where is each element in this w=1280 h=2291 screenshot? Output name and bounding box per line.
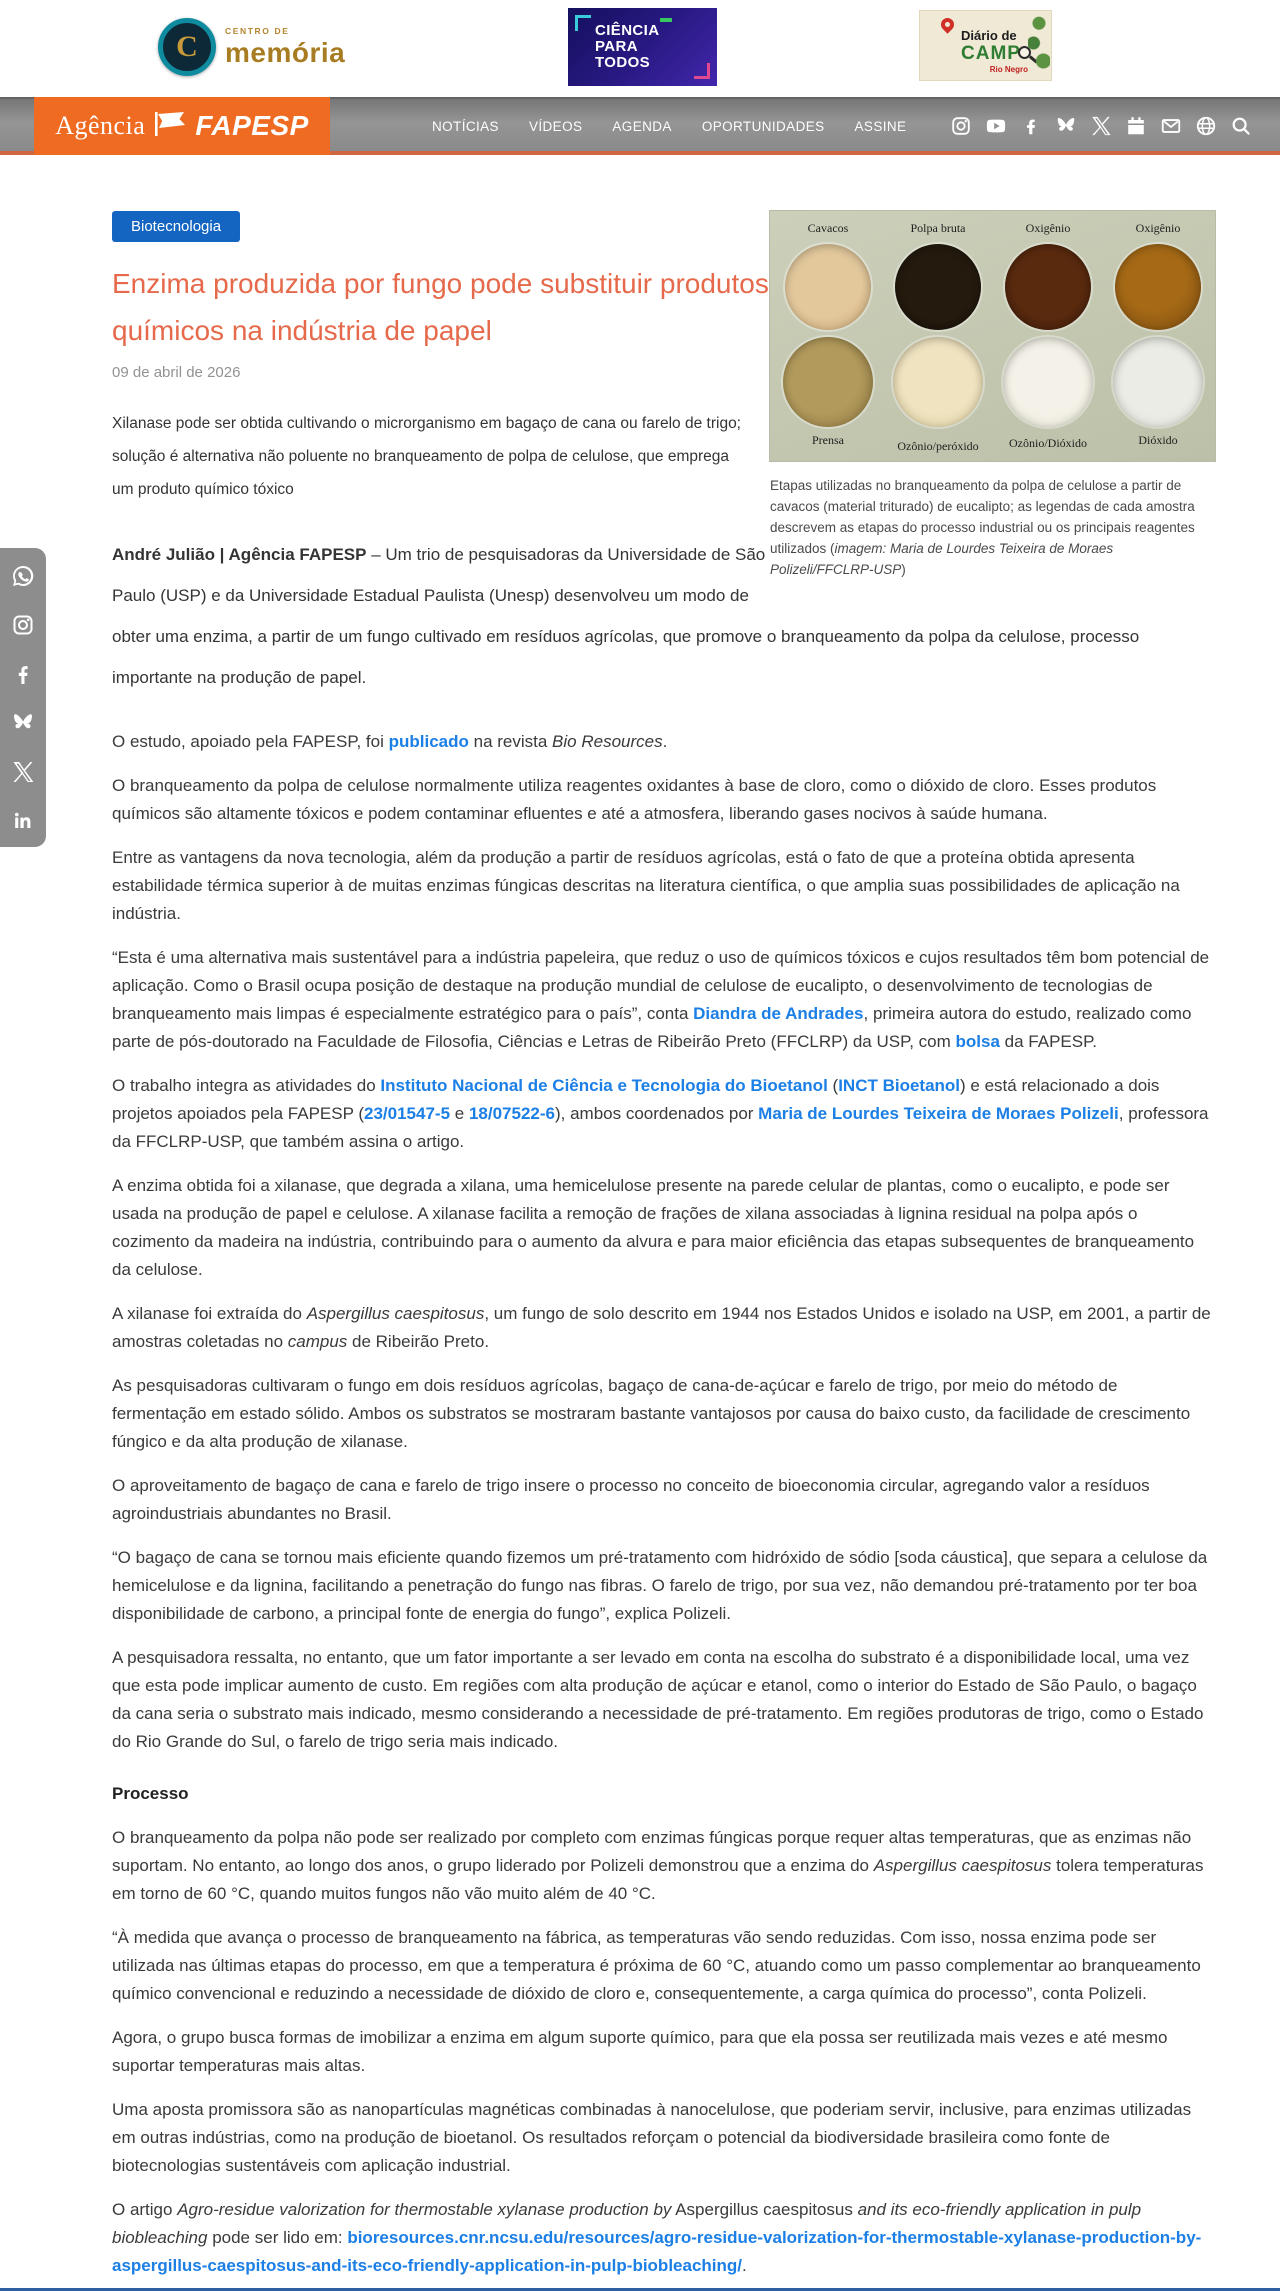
article-figure <box>770 211 1215 580</box>
section-heading: Processo <box>112 1784 189 1803</box>
category-badge[interactable]: Biotecnologia <box>112 211 240 242</box>
petri-dish-ozonio-dioxido <box>1003 337 1093 427</box>
youtube-icon[interactable] <box>984 115 1007 138</box>
paragraph: “Esta é uma alternativa mais sustentável para a indústria papeleira, que reduz o uso de químicos tóxicos e cujos resultados têm bom potencial de aplicação. Como o Brasil ocupa posição de destaque na produção mundial de celulose de eucalipto, o desenvolvimento de tecnologias de branqueamento mais limpas é especialmente estratégico para o país”, conta Diandra de Andrades, primeira autora do estudo, realizado como parte de pós-doutorado na Faculdade de Filosofia, Ciências e Letras de Ribeirão Preto (FFCLRP) da USP, com bolsa da FAPESP. <box>112 948 1210 1051</box>
site-header <box>0 97 1280 155</box>
paragraph: A pesquisadora ressalta, no entanto, que um fator importante a ser levado em conta na escolha do substrato é a disponibilidade local, uma vez que esta pode implicar aumento de custo. Em regiões com alta produção de açúcar e etanol, como o interior do Estado de São Paulo, o bagaço da cana seria o substrato mais indicado, mesmo considerando a necessidade de pré-tratamento. Em regiões produtoras de trigo, como o Estado do Rio Grande do Sul, o farelo de trigo seria mais indicado. <box>112 1648 1204 1751</box>
petri-dish-ozonio-peroxido <box>893 337 983 427</box>
nav-item-noticias[interactable]: NOTÍCIAS <box>432 118 499 134</box>
paragraph: Entre as vantagens da nova tecnologia, além da produção a partir de resíduos agrícolas, está o fato de que a proteína obtida apresenta estabilidade térmica superior à de muitas enzimas fúngicas descritas na literatura científica, o que amplia suas possibilidades de aplicação na indústria. <box>112 848 1180 923</box>
inline-link[interactable]: publicado <box>388 732 469 751</box>
nav-item-videos[interactable]: VÍDEOS <box>528 118 583 134</box>
inline-link[interactable]: 18/07522-6 <box>468 1104 555 1123</box>
banner-cpt-line: PARA <box>595 38 638 55</box>
linkedin-icon[interactable] <box>11 809 35 833</box>
article-date: 09 de abril de 2026 <box>112 364 241 381</box>
agencia-fapesp-logo[interactable]: Agência FAPESP <box>34 97 330 155</box>
envelope-icon[interactable] <box>1159 115 1182 138</box>
paragraph: O trabalho integra as atividades do Instituto Nacional de Ciência e Tecnologia do Bioetanol (INCT Bioetanol) e está relacionado a dois projetos apoiados pela FAPESP (23/01547-5 e 18/07522-6), ambos coordenados por Maria de Lourdes Teixeira de Moraes Polizeli, professora da FFCLRP-USP, que também assina o artigo. <box>112 1076 1209 1151</box>
paragraph: “O bagaço de cana se tornou mais eficiente quando fizemos um pré-tratamento com hidróxido de sódio [soda cáustica], que separa a celulose da hemicelulose e da lignina, facilitando a penetração do fungo nas fibras. O farelo de trigo, por sua vez, não demandou pré-tratamento por ter boa disponibilidade de carbono, a principal fonte de energia do fungo”, explica Polizeli. <box>112 1548 1208 1623</box>
map-pin-icon <box>938 15 956 33</box>
paragraph: O branqueamento da polpa não pode ser realizado por completo com enzimas fúngicas porque requer altas temperaturas, que as enzimas não suportam. No entanto, ao longo dos anos, o grupo liderado por Polizeli demonstrou que a enzima do Aspergillus caespitosus tolera temperaturas em torno de 60 °C, quando muitos fungos não vão muito além de 40 °C. <box>112 1828 1204 1903</box>
petri-dish-dioxido <box>1113 337 1203 427</box>
figure-caption: Etapas utilizadas no branqueamento da polpa de celulose a partir de cavacos (material triturado) de eucalipto; as legendas de cada amostra descrevem as etapas do processo industrial ou os principais reagentes utilizados (imagem: Maria de Lourdes Teixeira de Moraes Polizeli/FFCLRP-USP) <box>770 478 1195 577</box>
banner-cm-top-text: CENTRO DE <box>225 26 290 37</box>
nav-item-agenda[interactable]: AGENDA <box>612 118 672 134</box>
petri-dish-prensa <box>783 337 873 427</box>
banner-ciencia-para-todos[interactable] <box>568 8 717 86</box>
dish-label: Prensa <box>812 433 844 447</box>
banner-cpt-line: CIÊNCIA <box>595 22 660 39</box>
dish-label: Oxigênio <box>1135 221 1181 235</box>
article-title: Enzima produzida por fungo pode substituir produtos químicos na indústria de papel <box>112 268 769 346</box>
fapesp-flag-icon <box>154 112 186 141</box>
nav-menu <box>432 99 906 153</box>
paragraph: O estudo, apoiado pela FAPESP, foi publicado na revista Bio Resources. <box>112 732 668 751</box>
instagram-icon[interactable] <box>11 613 35 637</box>
paragraph: “À medida que avança o processo de branqueamento na fábrica, as temperaturas vão sendo reduzidas. Com isso, nossa enzima pode ser utilizada nas últimas etapas do processo, em que a temperatura é próxima de 60 °C, atuando como um passo complementar ao branqueamento químico convencional e reduzindo a necessidade de dióxido de cloro e, consequentemente, a carga química do processo”, conta Polizeli. <box>112 1928 1201 2003</box>
paragraph: Uma aposta promissora são as nanopartículas magnéticas combinadas à nanocelulose, que poderiam servir, inclusive, para enzimas utilizadas em outras indústrias, como na produção de bioetanol. Os resultados reforçam o potencial da biodiversidade brasileira como fonte de biotecnologias sustentáveis com aplicação industrial. <box>112 2100 1192 2175</box>
bluesky-icon[interactable] <box>11 711 35 735</box>
facebook-icon[interactable] <box>11 662 35 686</box>
inline-link[interactable]: 23/01547-5 <box>364 1104 451 1123</box>
paragraph: O branqueamento da polpa de celulose normalmente utiliza reagentes oxidantes à base de cloro, como o dióxido de cloro. Esses produtos químicos são altamente tóxicos e podem contaminar efluentes e até a atmosfera, liberando gases nocivos à saúde humana. <box>112 776 1157 823</box>
paragraph: A enzima obtida foi a xilanase, que degrada a xilana, uma hemicelulose presente na parede celular de plantas, como o eucalipto, e pode ser usada na produção de papel e celulose. A xilanase facilita a remoção de frações de xilana associadas à lignina residual na polpa após o cozimento da madeira na indústria, contribuindo para o aumento da alvura e para maior eficiência das etapas subsequentes de branqueamento da celulose. <box>112 1176 1195 1279</box>
dish-label: Ozônio/peróxido <box>897 439 979 453</box>
inline-link[interactable]: INCT Bioetanol <box>838 1076 961 1095</box>
inline-link[interactable]: bolsa <box>955 1032 1000 1051</box>
search-icon[interactable] <box>1229 115 1252 138</box>
article-intro-paragraph: André Julião | Agência FAPESP – Um trio de pesquisadoras da Universidade de São Paulo (USP) e da Universidade Estadual Paulista (Unesp) desenvolveu um modo de obter uma enzima, a partir de um fungo cultivado em resíduos agrícolas, que promove o branqueamento da polpa da celulose, processo importante na produção de papel. <box>112 545 1140 687</box>
banner-cpt-line: TODOS <box>595 54 651 71</box>
whatsapp-icon[interactable] <box>11 564 35 588</box>
centro-de-memoria-logo-icon: C <box>158 18 216 76</box>
dish-label: Oxigênio <box>1025 221 1071 235</box>
inline-link[interactable]: Diandra de Andrades <box>693 1004 864 1023</box>
facebook-icon[interactable] <box>1019 115 1042 138</box>
nav-item-oportunidades[interactable]: OPORTUNIDADES <box>701 118 825 134</box>
banner-dc-line1: Diário de <box>961 28 1017 43</box>
nav-social-icons <box>949 99 1252 153</box>
petri-dish-oxigenio-2 <box>1115 244 1201 330</box>
foliage-decoration <box>1028 16 1050 76</box>
paragraph: As pesquisadoras cultivaram o fungo em dois resíduos agrícolas, bagaço de cana-de-açúcar e farelo de trigo, por meio do método de fermentação em estado sólido. Ambos os substratos se mostraram bastante vantajosos por causa do baixo custo, da facilidade de crescimento fúngico e da alta produção de xilanase. <box>112 1376 1191 1451</box>
petri-dish-polpa-bruta <box>895 244 981 330</box>
nav-item-assine[interactable]: ASSINE <box>854 118 907 134</box>
banner-dc-line2: CAMP <box>961 43 1021 64</box>
x-icon[interactable] <box>11 760 35 784</box>
inline-link[interactable]: Maria de Lourdes Teixeira de Moraes Polizeli <box>758 1104 1119 1123</box>
x-icon[interactable] <box>1089 115 1112 138</box>
petri-dish-oxigenio-1 <box>1005 244 1091 330</box>
article-body <box>112 728 1215 2280</box>
banner-centro-de-memoria[interactable] <box>158 12 346 82</box>
dish-label: Cavacos <box>807 221 849 235</box>
bluesky-icon[interactable] <box>1054 115 1077 138</box>
partner-banners <box>0 0 1280 97</box>
dish-label: Ozônio/Dióxido <box>1009 436 1087 450</box>
banner-diario-de-campinas[interactable] <box>919 10 1052 81</box>
banner-dc-subtext: Rio Negro <box>989 65 1028 74</box>
paragraph: Agora, o grupo busca formas de imobilizar a enzima em algum suporte químico, para que ela possa ser reutilizada mais vezes e até mesmo suportar temperaturas mais altas. <box>112 2028 1168 2075</box>
paragraph: A xilanase foi extraída do Aspergillus caespitosus, um fungo de solo descrito em 1944 nos Estados Unidos e isolado na USP, em 2001, a partir de amostras coletadas no campus de Ribeirão Preto. <box>112 1304 1211 1351</box>
paragraph: O artigo Agro-residue valorization for thermostable xylanase production by Aspergillus caespitosus and its eco-friendly application in pulp biobleaching pode ser lido em: bioresources.cnr.ncsu.edu/resources/agro-residue-valorization-for-thermostable-xylanase-production-by-aspergillus-caespitosus-and-its-eco-friendly-application-in-pulp-biobleaching/. <box>112 2200 1202 2275</box>
pulp-bleaching-stages-image <box>770 211 1215 461</box>
share-rail <box>0 548 46 847</box>
dish-label: Polpa bruta <box>910 221 966 235</box>
petri-dish-cavacos <box>785 244 871 330</box>
inline-link[interactable]: bioresources.cnr.ncsu.edu/resources/agro-residue-valorization-for-thermostable-xylanase-production-by-aspergillus-caespitosus-and-its-eco-friendly-application-in-pulp-biobleaching/ <box>112 2228 1202 2275</box>
instagram-icon[interactable] <box>949 115 972 138</box>
globe-icon[interactable] <box>1194 115 1217 138</box>
banner-cm-main-text: memória <box>225 36 346 68</box>
author-byline: André Julião | Agência FAPESP <box>112 545 367 564</box>
paragraph: O aproveitamento de bagaço de cana e farelo de trigo insere o processo no conceito de bioeconomia circular, agregando valor a resíduos agroindustriais abundantes no Brasil. <box>112 1476 1150 1523</box>
dish-label: Dióxido <box>1138 433 1178 447</box>
article-lede: Xilanase pode ser obtida cultivando o microrganismo em bagaço de cana ou farelo de trigo; solução é alternativa não poluente no branqueamento de polpa de celulose, que emprega um produto químico tóxico <box>112 415 741 498</box>
calendar-icon[interactable] <box>1124 115 1147 138</box>
article <box>0 155 1280 2280</box>
inline-link[interactable]: Instituto Nacional de Ciência e Tecnologia do Bioetanol <box>380 1076 828 1095</box>
banner-cpt-accent <box>660 18 672 22</box>
